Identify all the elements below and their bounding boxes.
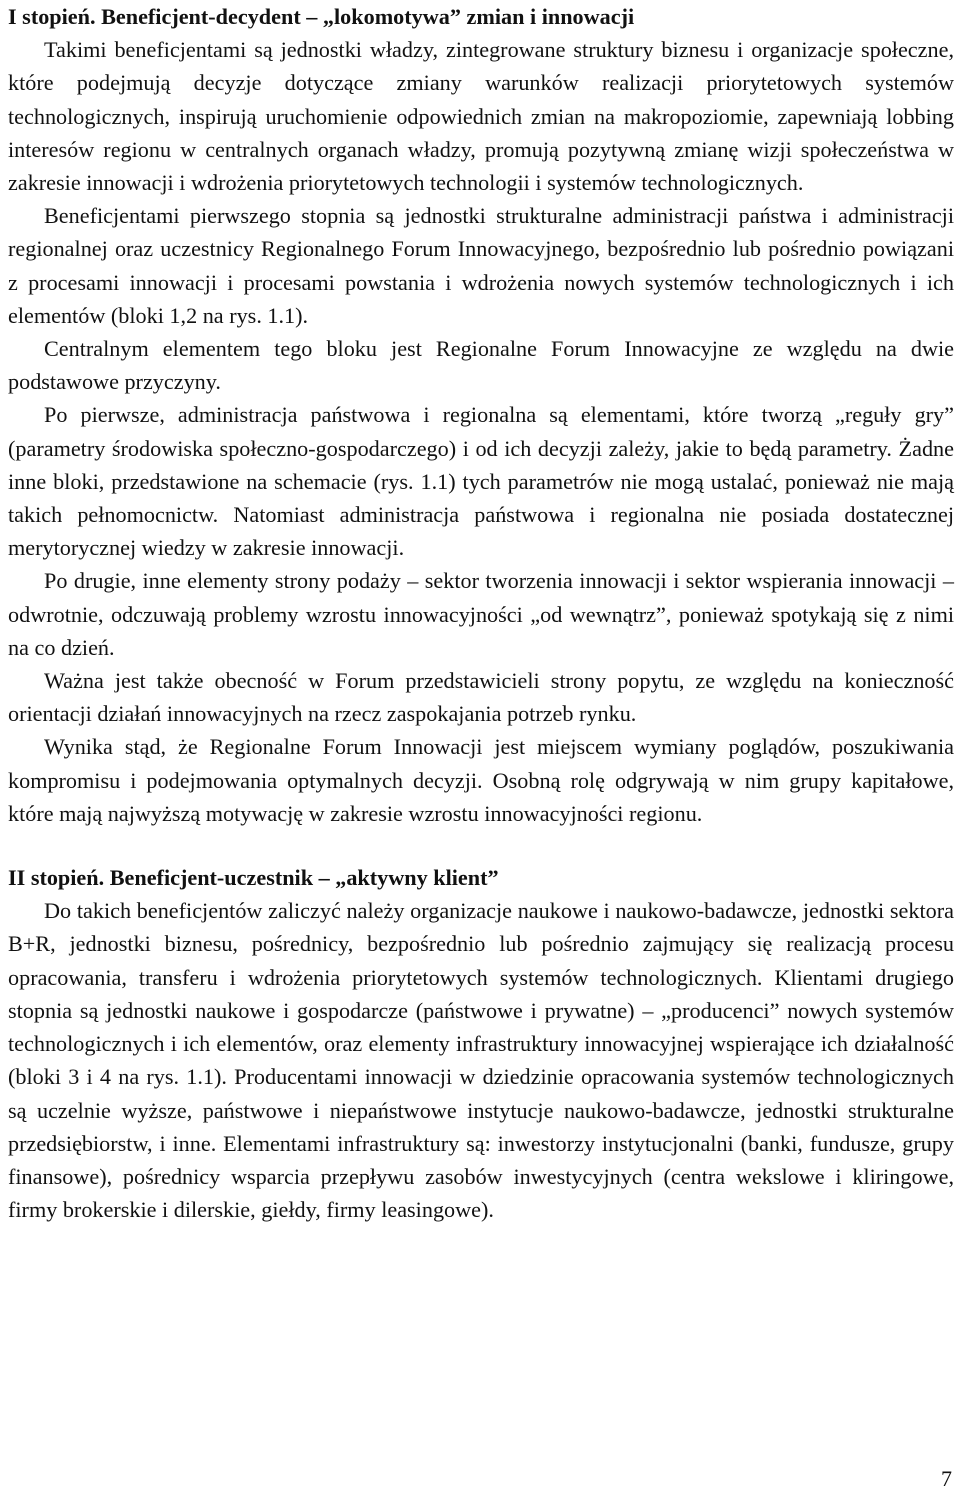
section-1-paragraph-5: Po drugie, inne elementy strony podaży – sektor tworzenia innowacji i sektor wspierania innowacji – odwrotnie, odczuwają problemy wzrostu innowacyjności „od wewnątrz”, ponieważ spotykają się z nimi na co dzień. (8, 568, 954, 660)
section-1-paragraph-1: Takimi beneficjentami są jednostki władzy, zintegrowane struktury biznesu i organizacje społeczne, które podejmują decyzje dotyczące zmiany warunków realizacji priorytetowych systemów technologicznych, inspirują uruchomienie odpowiednich zmian na makropoziomie, zapewniają lobbing interesów regionu w centralnych organach władzy, promują pozytywną zmianę wizji społeczeństwa w zakresie innowacji i wdrożenia priorytetowych technologii i systemów technologicznych. (8, 37, 954, 196)
section-1-paragraph-6: Ważna jest także obecność w Forum przedstawicieli strony popytu, ze względu na konieczność orientacji działań innowacyjnych na rzecz zaspokajania potrzeb rynku. (8, 668, 954, 727)
document-page (8, 0, 954, 1226)
section-2-paragraph-1: Do takich beneficjentów zaliczyć należy organizacje naukowe i naukowo-badawcze, jednostki sektora B+R, jednostki biznesu, pośrednicy, bezpośrednio lub pośrednio zajmujący się realizacją procesu opracowania, transferu i wdrożenia priorytetowych systemów technologicznych. Klientami drugiego stopnia są jednostki naukowe i gospodarcze (państwowe i prywatne) – „producenci” nowych systemów technologicznych i ich elementów, oraz elementy infrastruktury innowacyjnej wspierające ich działalność (bloki 3 i 4 na rys. 1.1). Producentami innowacji w dziedzinie opracowania systemów technologicznych są uczelnie wyższe, państwowe i niepaństwowe instytucje naukowo-badawcze, jednostki strukturalne przedsiębiorstw, i inne. Elementami infrastruktury są: inwestorzy instytucjonalni (banki, fundusze, grupy finansowe), pośrednicy wsparcia przepływu zasobów inwestycyjnych (centra wekslowe i kliringowe, firmy brokerskie i dilerskie, giełdy, firmy leasingowe). (8, 898, 954, 1223)
section-2-heading: II stopień. Beneficjent-uczestnik – „aktywny klient” (8, 865, 499, 891)
section-1-paragraph-3: Centralnym elementem tego bloku jest Regionalne Forum Innowacyjne ze względu na dwie podstawowe przyczyny. (8, 336, 954, 395)
section-1-paragraph-2: Beneficjentami pierwszego stopnia są jednostki strukturalne administracji państwa i administracji regionalnej oraz uczestnicy Regionalnego Forum Innowacyjnego, bezpośrednio lub pośrednio powiązani z procesami innowacji i procesami powstania i wdrożenia nowych systemów technologicznych i ich elementów (bloki 1,2 na rys. 1.1). (8, 203, 954, 328)
section-spacer (8, 830, 954, 861)
section-1-paragraph-4: Po pierwsze, administracja państwowa i regionalna są elementami, które tworzą „reguły gry” (parametry środowiska społeczno-gospodarczego) i od ich decyzji zależy, jakie to będą parametry. Żadne inne bloki, przedstawione na schemacie (rys. 1.1) tych parametrów nie mogą ustalać, ponieważ nie mają takich pełnomocnictw. Natomiast administracja państwowa i regionalna nie posiada dostatecznej merytorycznej wiedzy w zakresie innowacji. (8, 402, 954, 561)
section-1-paragraph-7: Wynika stąd, że Regionalne Forum Innowacji jest miejscem wymiany poglądów, poszukiwania kompromisu i podejmowania optymalnych decyzji. Osobną rolę odgrywają w nim grupy kapitałowe, które mają najwyższą motywację w zakresie wzrostu innowacyjności regionu. (8, 734, 954, 826)
page-number: 7 (941, 1466, 952, 1491)
section-1-heading: I stopień. Beneficjent-decydent – „lokomotywa” zmian i innowacji (8, 4, 635, 29)
